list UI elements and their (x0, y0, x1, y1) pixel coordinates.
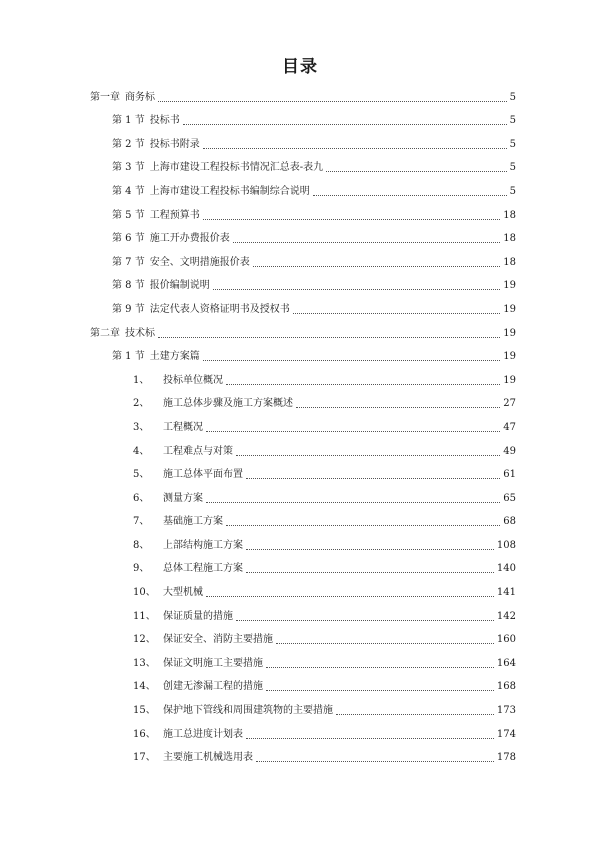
toc-entry[interactable] (0, 174, 600, 198)
toc-entry-page-number: 18 (503, 233, 516, 245)
toc-entry-number: 第 4 节 (112, 185, 145, 197)
toc-entry-page-number: 27 (503, 398, 516, 410)
toc-entry-number: 5、 (133, 469, 150, 481)
toc-dot-leader (256, 760, 494, 762)
toc-entry-number: 第二章 (90, 327, 120, 339)
toc-entry-title: 保证安全、消防主要措施 (163, 634, 273, 646)
toc-entry[interactable] (0, 80, 600, 104)
toc-dot-leader (246, 548, 494, 550)
toc-entry-number: 第 8 节 (112, 280, 145, 292)
toc-entry-number: 11、 (133, 610, 156, 622)
toc-dot-leader (233, 241, 501, 243)
toc-dot-leader (246, 477, 500, 479)
toc-entry[interactable] (0, 646, 600, 670)
toc-entry-title: 测量方案 (163, 492, 203, 504)
toc-entry-number: 15、 (133, 705, 156, 717)
toc-entry[interactable] (0, 717, 600, 741)
toc-entry-title: 大型机械 (163, 587, 203, 599)
page-title: 目录 (282, 57, 318, 77)
toc-entry-title: 安全、文明措施报价表 (149, 256, 250, 268)
toc-entry[interactable] (0, 363, 600, 387)
toc-entry-title: 保护地下管线和周围建筑物的主要措施 (163, 705, 333, 717)
toc-entry-number: 第 6 节 (112, 233, 145, 245)
toc-entry-number: 16、 (133, 728, 156, 740)
toc-entry-title: 商务标 (125, 91, 155, 103)
toc-entry[interactable] (0, 292, 600, 316)
toc-entry[interactable] (0, 505, 600, 529)
toc-entry-page-number: 5 (509, 91, 516, 103)
toc-dot-leader (266, 666, 494, 668)
toc-dot-leader (296, 406, 500, 408)
toc-entry-title: 工程难点与对策 (163, 445, 233, 457)
toc-entry-page-number: 168 (496, 681, 516, 693)
toc-entry-page-number: 141 (496, 587, 516, 599)
toc-entry-page-number: 5 (509, 185, 516, 197)
toc-entry[interactable] (0, 623, 600, 647)
toc-entry[interactable] (0, 693, 600, 717)
toc-dot-leader (206, 595, 494, 597)
toc-dot-leader (266, 689, 494, 691)
toc-entry-number: 第 1 节 (112, 115, 145, 127)
toc-entry-title: 土建方案篇 (149, 351, 200, 363)
toc-entry-page-number: 19 (503, 327, 516, 339)
toc-dot-leader (236, 619, 494, 621)
toc-entry-title: 报价编制说明 (149, 280, 210, 292)
toc-entry-number: 13、 (133, 657, 156, 669)
toc-dot-leader (213, 288, 501, 290)
toc-entry-number: 第 7 节 (112, 256, 145, 268)
toc-entry-page-number: 173 (496, 705, 516, 717)
toc-entry-number: 1、 (133, 374, 150, 386)
toc-dot-leader (206, 430, 500, 432)
toc-entry[interactable] (0, 104, 600, 128)
toc-entry[interactable] (0, 410, 600, 434)
toc-entry[interactable] (0, 127, 600, 151)
toc-entry-page-number: 47 (503, 421, 516, 433)
toc-dot-leader (313, 194, 507, 196)
toc-entry-page-number: 178 (496, 752, 516, 764)
toc-dot-leader (246, 571, 494, 573)
toc-dot-leader (226, 383, 500, 385)
toc-entry-page-number: 19 (503, 303, 516, 315)
toc-entry[interactable] (0, 670, 600, 694)
toc-entry[interactable] (0, 599, 600, 623)
toc-entry-title: 投标书附录 (149, 138, 200, 150)
toc-entry-page-number: 140 (496, 563, 516, 575)
toc-entry-number: 第一章 (90, 91, 120, 103)
toc-entry-title: 保证文明施工主要措施 (163, 657, 263, 669)
toc-entry-title: 投标书 (149, 115, 180, 127)
toc-entry-number: 9、 (133, 563, 150, 575)
toc-entry-title: 工程预算书 (149, 209, 200, 221)
toc-entry-number: 4、 (133, 445, 150, 457)
toc-entry-number: 第 1 节 (112, 351, 145, 363)
toc-dot-leader (158, 100, 507, 102)
toc-entry-page-number: 142 (496, 610, 516, 622)
toc-entry-title: 技术标 (125, 327, 155, 339)
toc-dot-leader (336, 713, 494, 715)
toc-entry-number: 2、 (133, 398, 150, 410)
toc-entry-page-number: 164 (496, 657, 516, 669)
toc-dot-leader (203, 147, 507, 149)
toc-entry-title: 工程概况 (163, 421, 203, 433)
toc-dot-leader (183, 123, 507, 125)
toc-entry-title: 创建无渗漏工程的措施 (163, 681, 263, 693)
toc-entry-number: 6、 (133, 492, 150, 504)
toc-entry-number: 第 5 节 (112, 209, 145, 221)
toc-entry-page-number: 5 (509, 138, 516, 150)
toc-entry[interactable] (0, 552, 600, 576)
toc-entry-page-number: 5 (509, 162, 516, 174)
toc-entry[interactable] (0, 528, 600, 552)
toc-entry[interactable] (0, 198, 600, 222)
toc-entry-page-number: 65 (503, 492, 516, 504)
toc-entry-number: 10、 (133, 587, 156, 599)
toc-entry-number: 7、 (133, 516, 150, 528)
toc-dot-leader (158, 336, 500, 338)
toc-entry[interactable] (0, 481, 600, 505)
toc-dot-leader (246, 737, 494, 739)
toc-entry-title: 施工开办费报价表 (149, 233, 230, 245)
toc-entry-title: 上部结构施工方案 (163, 539, 243, 551)
toc-entry[interactable] (0, 151, 600, 175)
toc-dot-leader (206, 501, 500, 503)
toc-entry[interactable] (0, 269, 600, 293)
toc-entry-page-number: 174 (496, 728, 516, 740)
toc-dot-leader (293, 312, 501, 314)
toc-entry-title: 施工总体步骤及施工方案概述 (163, 398, 293, 410)
toc-entry-page-number: 5 (509, 115, 516, 127)
toc-entry[interactable] (0, 316, 600, 340)
toc-list (0, 80, 600, 764)
toc-entry-page-number: 18 (503, 256, 516, 268)
toc-entry-title: 基础施工方案 (163, 516, 223, 528)
toc-entry-page-number: 160 (496, 634, 516, 646)
toc-entry-title: 施工总进度计划表 (163, 728, 243, 740)
toc-entry-page-number: 108 (496, 539, 516, 551)
toc-entry-page-number: 18 (503, 209, 516, 221)
toc-entry-page-number: 61 (503, 469, 516, 481)
toc-entry-title: 上海市建设工程投标书情况汇总表-表九 (149, 162, 324, 174)
toc-entry[interactable] (0, 340, 600, 364)
toc-entry-title: 上海市建设工程投标书编制综合说明 (149, 185, 310, 197)
toc-dot-leader (203, 359, 501, 361)
toc-entry-number: 12、 (133, 634, 156, 646)
toc-entry-page-number: 19 (503, 280, 516, 292)
toc-entry-number: 第 3 节 (112, 162, 145, 174)
toc-entry-number: 第 9 节 (112, 303, 145, 315)
toc-entry-number: 第 2 节 (112, 138, 145, 150)
toc-dot-leader (226, 524, 500, 526)
toc-entry-title: 法定代表人资格证明书及授权书 (149, 303, 290, 315)
toc-entry[interactable] (0, 741, 600, 765)
toc-entry-page-number: 49 (503, 445, 516, 457)
toc-entry[interactable] (0, 575, 600, 599)
toc-dot-leader (276, 642, 494, 644)
toc-entry-page-number: 68 (503, 516, 516, 528)
toc-dot-leader (326, 170, 507, 172)
toc-entry-number: 17、 (133, 752, 156, 764)
toc-entry-page-number: 19 (503, 374, 516, 386)
toc-entry[interactable] (0, 222, 600, 246)
toc-entry[interactable] (0, 387, 600, 411)
toc-entry-title: 投标单位概况 (163, 374, 223, 386)
toc-entry-title: 保证质量的措施 (163, 610, 233, 622)
toc-entry-number: 3、 (133, 421, 150, 433)
toc-entry-title: 主要施工机械选用表 (163, 752, 253, 764)
toc-entry[interactable] (0, 245, 600, 269)
toc-entry-page-number: 19 (503, 351, 516, 363)
toc-entry-title: 施工总体平面布置 (163, 469, 243, 481)
toc-entry[interactable] (0, 434, 600, 458)
toc-entry-title: 总体工程施工方案 (163, 563, 243, 575)
toc-dot-leader (203, 218, 501, 220)
toc-entry-number: 8、 (133, 539, 150, 551)
toc-entry[interactable] (0, 458, 600, 482)
toc-dot-leader (253, 265, 501, 267)
toc-entry-number: 14、 (133, 681, 156, 693)
toc-dot-leader (236, 454, 500, 456)
